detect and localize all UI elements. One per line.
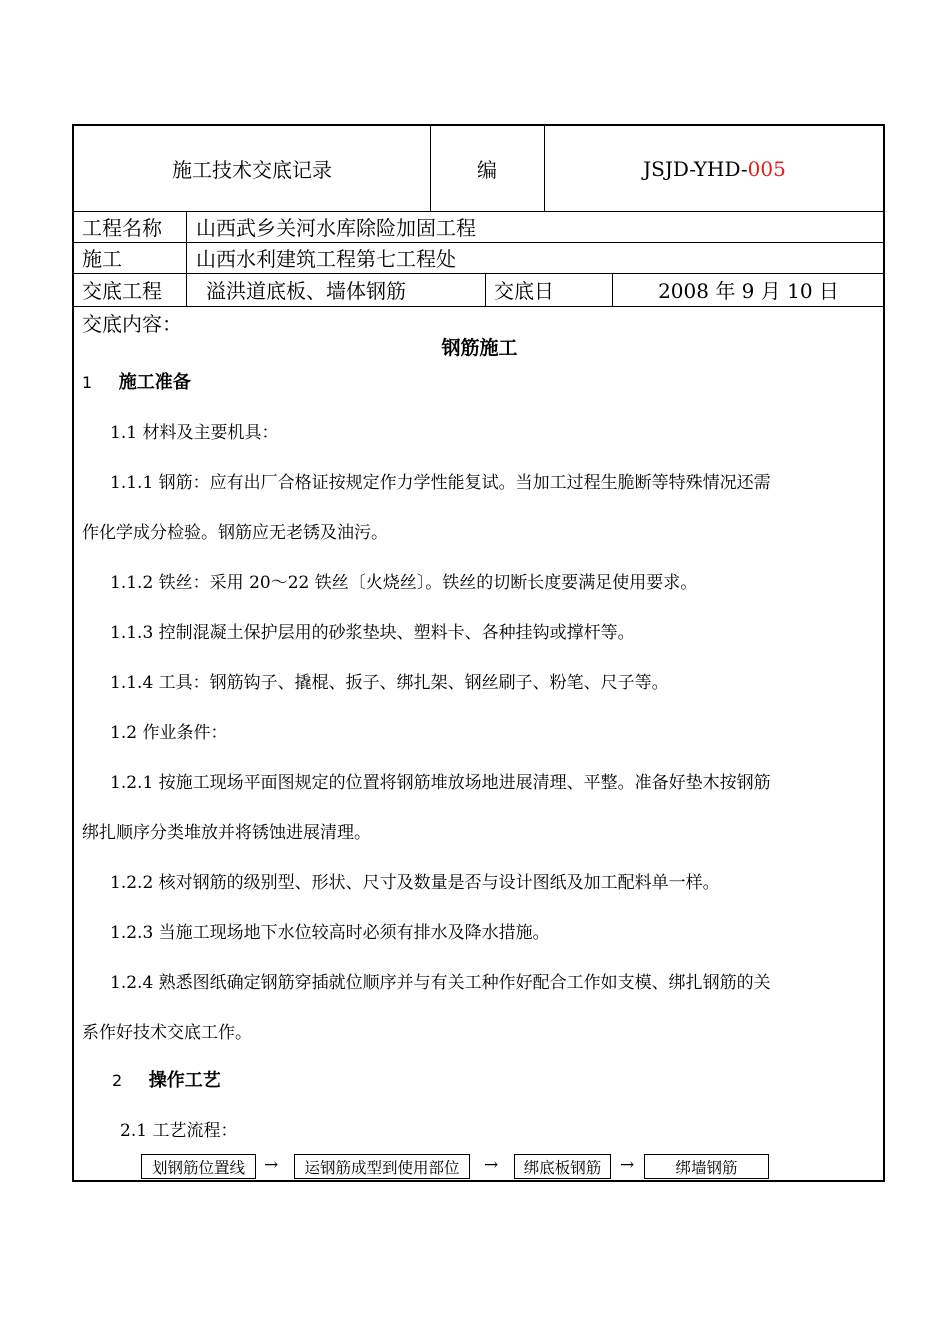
record-code-prefix: JSJD-YHD- [643, 156, 748, 181]
paragraph: 1.2.1 按施工现场平面图规定的位置将钢筋堆放场地进展清理、平整。准备好垫木按钢筋 [110, 773, 771, 793]
row-divider [74, 306, 883, 307]
section-2-title: 操作工艺 [148, 1070, 221, 1091]
flow-arrow: → [264, 1155, 279, 1175]
paragraph: 作化学成分检验。钢筋应无老锈及油污。 [82, 523, 388, 543]
topic-label: 交底工程 [82, 279, 162, 303]
number-label: 编 [477, 158, 497, 182]
col-divider [186, 211, 187, 306]
paragraph: 1.2 作业条件： [110, 723, 228, 743]
record-code-suffix: 005 [747, 156, 786, 181]
date-label: 交底日 [494, 279, 554, 303]
section-1-number: 1 [82, 373, 93, 392]
flow-step: 运钢筋成型到使用部位 [294, 1154, 470, 1179]
section-1-heading [82, 368, 191, 394]
section-2-number: 2 [112, 1071, 123, 1090]
flow-step: 绑墙钢筋 [644, 1154, 769, 1179]
date-value: 2008 年 9 月 10 日 [658, 279, 839, 303]
topic-value: 溢洪道底板、墙体钢筋 [206, 279, 406, 303]
section-1-title: 施工准备 [118, 372, 191, 393]
paragraph: 1.1.1 钢筋：应有出厂合格证按规定作力学性能复试。当加工过程生脆断等特殊情况还需 [110, 473, 771, 493]
content-label: 交底内容： [82, 311, 182, 336]
col-divider [485, 273, 486, 306]
paragraph: 绑扎顺序分类堆放并将锈蚀进展清理。 [82, 823, 371, 843]
document-title: 钢筋施工 [441, 336, 518, 359]
flow-step: 绑底板钢筋 [514, 1154, 611, 1179]
section-2-heading [112, 1066, 221, 1092]
paragraph: 1.1 材料及主要机具： [110, 423, 279, 443]
paragraph: 1.1.4 工具：钢筋钩子、撬棍、扳子、绑扎架、钢丝刷子、粉笔、尺子等。 [110, 673, 669, 693]
flow-arrow: → [620, 1155, 635, 1175]
record-title: 施工技术交底记录 [172, 158, 332, 182]
project-name-label: 工程名称 [82, 216, 162, 240]
project-name-value: 山西武乡关河水库除险加固工程 [196, 216, 476, 240]
paragraph: 2.1 工艺流程： [120, 1121, 238, 1141]
paragraph: 系作好技术交底工作。 [82, 1023, 252, 1043]
record-code [544, 126, 885, 211]
contractor-value: 山西水利建筑工程第七工程处 [196, 247, 456, 271]
flow-step: 划钢筋位置线 [141, 1154, 256, 1179]
paragraph: 1.2.3 当施工现场地下水位较高时必须有排水及降水措施。 [110, 923, 550, 943]
record-table [72, 124, 885, 1182]
flow-arrow: → [484, 1155, 499, 1175]
paragraph: 1.2.4 熟悉图纸确定钢筋穿插就位顺序并与有关工种作好配合工作如支模、绑扎钢筋的关 [110, 973, 771, 993]
contractor-label: 施工 [82, 247, 122, 271]
paragraph: 1.1.2 铁丝：采用 20～22 铁丝〔火烧丝〕。铁丝的切断长度要满足使用要求。 [110, 573, 698, 593]
paragraph: 1.1.3 控制混凝土保护层用的砂浆垫块、塑料卡、各种挂钩或撑杆等。 [110, 623, 635, 643]
paragraph: 1.2.2 核对钢筋的级别型、形状、尺寸及数量是否与设计图纸及加工配料单一样。 [110, 873, 720, 893]
